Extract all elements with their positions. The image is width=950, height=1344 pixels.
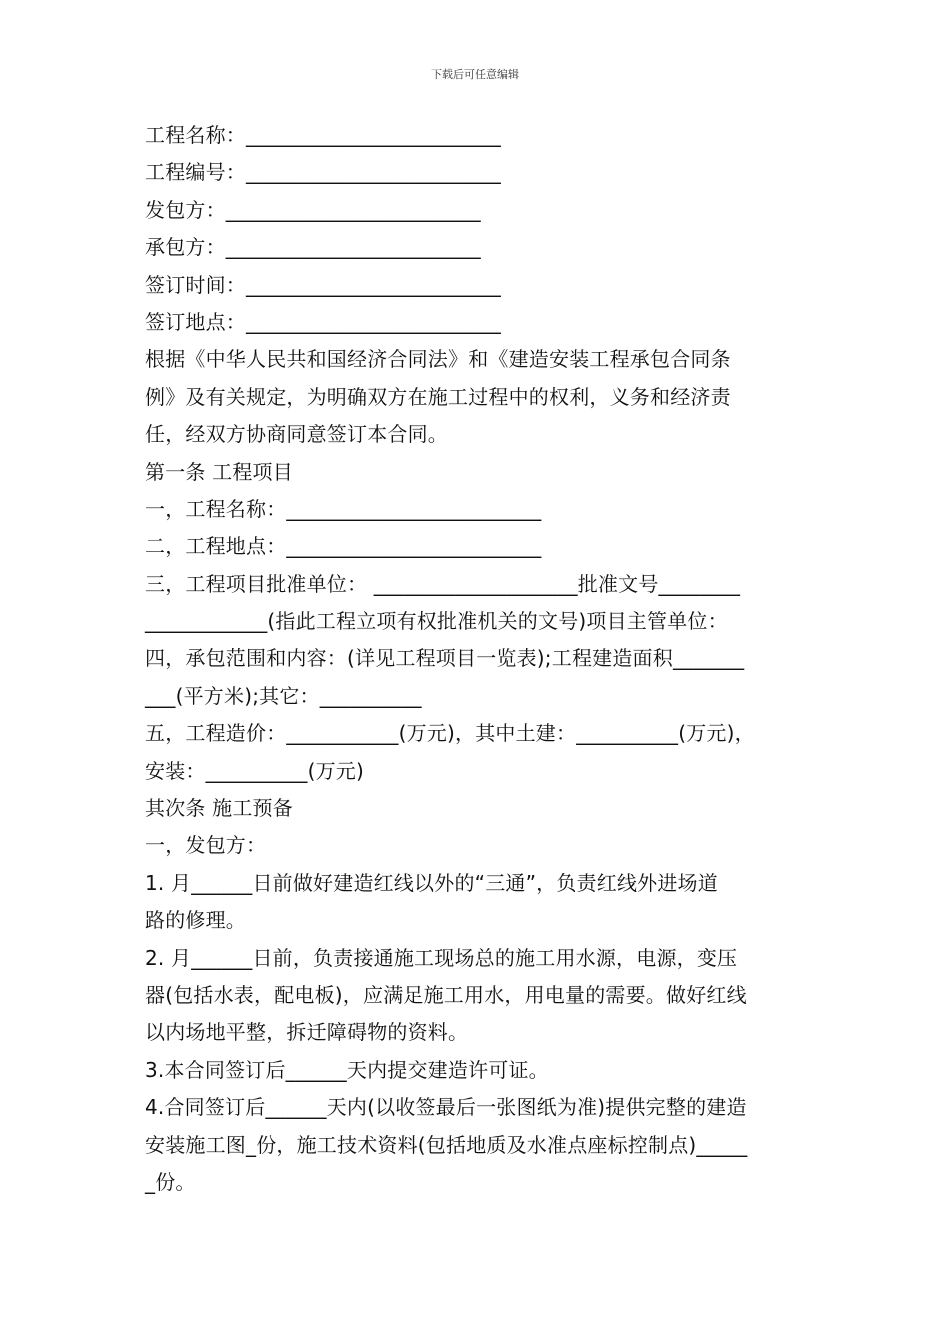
field-project-number: 工程编号：_________________________ <box>145 160 501 185</box>
article-2-clause-1-cont: 路的修理。 <box>145 908 246 933</box>
article-1-heading: 第一条 工程项目 <box>145 459 293 484</box>
field-signing-place: 签订地点：_________________________ <box>145 309 501 334</box>
preamble-line: 例》及有关规定，为明确双方在施工过程中的权利，义务和经济责 <box>145 384 731 409</box>
article-1-item-3: 三，工程项目批准单位： ____________________批准文号________ <box>145 571 741 596</box>
article-2-heading: 其次条 施工预备 <box>145 796 293 821</box>
article-2-clause-1: 1. 月______日前做好建造红线以外的“三通”，负责红线外进场道 <box>145 870 718 895</box>
contract-body <box>145 117 825 1201</box>
preamble-line: 任，经双方协商同意签订本合同。 <box>145 422 448 447</box>
preamble-line: 根据《中华人民共和国经济合同法》和《建造安装工程承包合同条 <box>145 347 731 372</box>
article-1-item-1: 一，工程名称：_________________________ <box>145 496 542 521</box>
article-1-item-4: 四，承包范围和内容：(详见工程项目一览表);工程建造面积_______ <box>145 646 745 671</box>
article-2-clause-2-cont: 器(包括水表，配电板)，应满足施工用水，用电量的需要。做好红线 <box>145 982 747 1007</box>
article-1-item-3-cont: ____________(指此工程立项有权批准机关的文号)项目主管单位： <box>145 609 728 634</box>
article-1-item-4-cont: ___(平方米);其它：__________ <box>145 683 422 708</box>
article-1-item-5-cont: 安装：__________(万元) <box>145 758 365 783</box>
article-2-clause-3: 3.本合同签订后______天内提交建造许可证。 <box>145 1057 549 1082</box>
article-2-clause-4: 4.合同签订后______天内(以收签最后一张图纸为准)提供完整的建造 <box>145 1095 747 1120</box>
article-2-section-1: 一，发包方： <box>145 833 267 858</box>
field-contractor: 承包方：_________________________ <box>145 235 481 260</box>
article-2-clause-4-cont: 安装施工图_份，施工技术资料(包括地质及水准点座标控制点)_____ <box>145 1132 748 1157</box>
field-employer: 发包方：_________________________ <box>145 197 481 222</box>
field-signing-time: 签订时间：_________________________ <box>145 272 501 297</box>
article-2-clause-4-cont: _份。 <box>145 1169 196 1194</box>
article-2-clause-2-cont: 以内场地平整，拆迁障碍物的资料。 <box>145 1020 469 1045</box>
article-1-item-5: 五，工程造价：___________(万元)，其中土建：__________(万元)， <box>145 721 755 746</box>
field-project-name: 工程名称：_________________________ <box>145 123 501 147</box>
article-2-clause-2: 2. 月______日前，负责接通施工现场总的施工用水源，电源，变压 <box>145 945 738 970</box>
article-1-item-2: 二，工程地点：_________________________ <box>145 534 542 559</box>
page-header: 下载后可任意编辑 <box>431 68 519 81</box>
